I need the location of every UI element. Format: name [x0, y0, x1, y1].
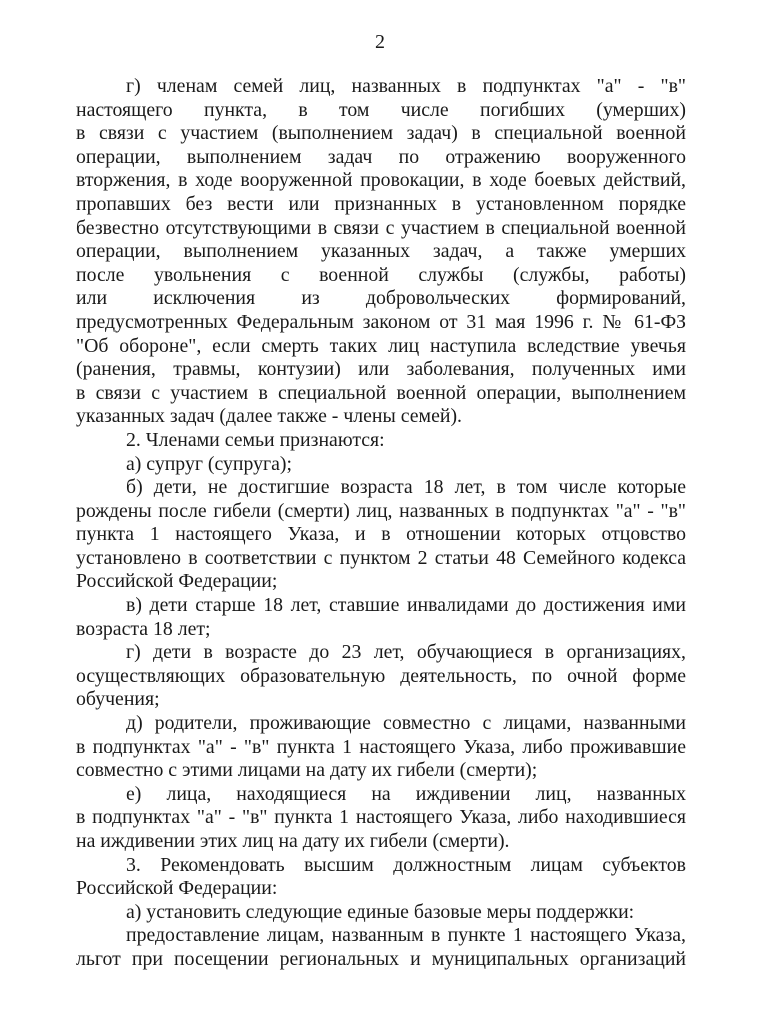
document-body: [76, 75, 686, 972]
text-line: безвестно отсутствующими в связи с участием в специальной военной: [76, 216, 686, 239]
text-line: обучения;: [76, 688, 160, 711]
text-line: в подпунктах "а" - "в" пункта 1 настоящего Указа, либо проживавшие: [76, 735, 686, 758]
text-line: льгот при посещении региональных и муниципальных организаций: [76, 947, 686, 970]
text-line: в связи с участием (выполнением задач) в специальной военной: [76, 122, 686, 145]
text-line: настоящего пункта, в том числе погибших (умерших): [76, 98, 686, 121]
text-line: предоставление лицам, названным в пункте 1 настоящего Указа,: [126, 924, 686, 947]
text-line: "Об обороне", если смерть таких лиц наступила вследствие увечья: [76, 334, 686, 357]
page-number: 2: [375, 31, 385, 53]
text-line: г) членам семей лиц, названных в подпунктах "а" - "в": [126, 75, 686, 97]
text-line: рождены после гибели (смерти) лиц, названных в подпунктах "а" - "в": [76, 499, 686, 522]
text-line: 2. Членами семьи признаются:: [126, 428, 385, 451]
text-line: д) родители, проживающие совместно с лицами, названными: [126, 712, 686, 735]
text-line: Российской Федерации;: [76, 570, 278, 593]
text-line: е) лица, находящиеся на иждивении лиц, названных: [126, 782, 686, 805]
text-line: а) супруг (супруга);: [126, 452, 292, 475]
text-line: пункта 1 настоящего Указа, и в отношении которых отцовство: [76, 523, 686, 546]
text-line: предусмотренных Федеральным законом от 31 мая 1996 г. № 61-ФЗ: [76, 310, 686, 333]
text-line: г) дети в возрасте до 23 лет, обучающиеся в организациях,: [126, 641, 686, 664]
text-line: или исключения из добровольческих формирований,: [76, 287, 686, 310]
text-line: на иждивении этих лиц на дату их гибели (смерти).: [76, 830, 510, 852]
text-line: возраста 18 лет;: [76, 617, 211, 640]
text-line: вторжения, в ходе вооруженной провокации, в ходе боевых действий,: [76, 169, 686, 192]
text-line: совместно с этими лицами на дату их гибели (смерти);: [76, 759, 538, 782]
text-line: Российской Федерации:: [76, 877, 278, 900]
text-line: (ранения, травмы, контузии) или заболевания, полученных ими: [76, 358, 686, 381]
text-line: после увольнения с военной службы (службы, работы): [76, 263, 686, 286]
text-line: указанных задач (далее также - члены семей).: [76, 405, 462, 428]
text-line: б) дети, не достигшие возраста 18 лет, в том числе которые: [126, 476, 686, 499]
text-line: в) дети старше 18 лет, ставшие инвалидами до достижения ими: [126, 594, 686, 617]
text-line: пропавших без вести или признанных в установленном порядке: [76, 192, 686, 215]
text-line: в подпунктах "а" - "в" пункта 1 настоящего Указа, либо находившиеся: [76, 806, 686, 829]
text-line: осуществляющих образовательную деятельность, по очной форме: [76, 664, 686, 687]
text-line: 3. Рекомендовать высшим должностным лицам субъектов: [126, 853, 686, 876]
text-line: в связи с участием в специальной военной операции, выполнением: [76, 381, 686, 404]
text-line: а) установить следующие единые базовые меры поддержки:: [126, 900, 635, 923]
text-line: установлено в соответствии с пунктом 2 статьи 48 Семейного кодекса: [76, 546, 686, 569]
text-line: операции, выполнением задач по отражению вооруженного: [76, 145, 686, 168]
text-line: операции, выполнением указанных задач, а также умерших: [76, 240, 686, 263]
